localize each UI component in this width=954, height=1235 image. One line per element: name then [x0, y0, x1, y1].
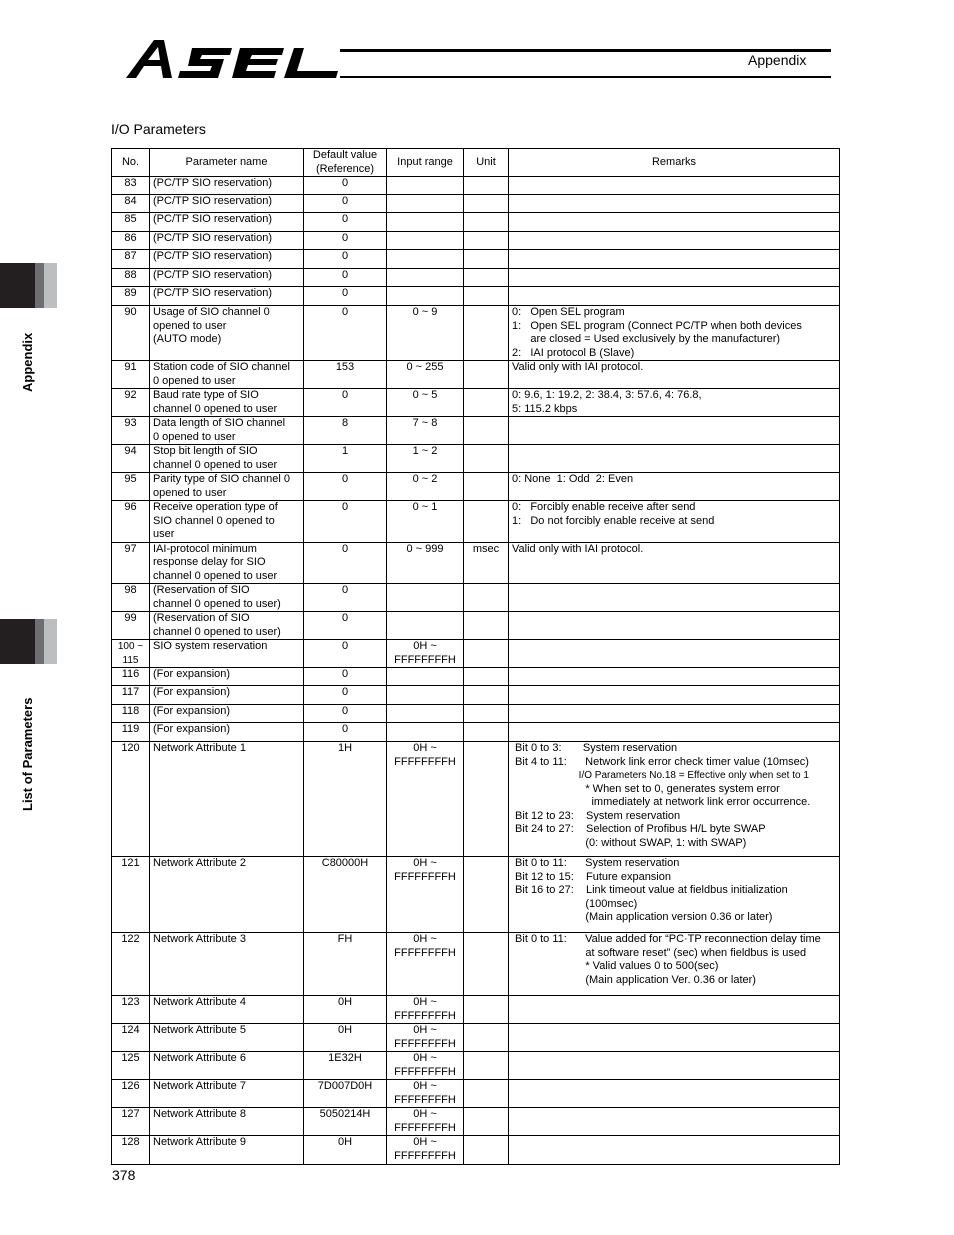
param-no: 84: [112, 195, 150, 213]
table-row: [112, 933, 840, 996]
param-remarks: 0: None 1: Odd 2: Even: [509, 473, 840, 501]
param-unit: [464, 686, 509, 705]
param-no: 120: [112, 742, 150, 857]
param-no: 123: [112, 996, 150, 1024]
param-default-value: 0H: [304, 996, 387, 1024]
table-row: [112, 361, 840, 389]
param-unit: [464, 445, 509, 473]
param-unit: [464, 996, 509, 1024]
param-default-value: 0: [304, 213, 387, 232]
param-input-range: [387, 232, 464, 250]
param-default-value: 0: [304, 250, 387, 269]
param-default-value: 0: [304, 195, 387, 213]
param-name: (PC/TP SIO reservation): [150, 250, 304, 269]
table-row: [112, 501, 840, 543]
param-no: 86: [112, 232, 150, 250]
param-input-range: [387, 584, 464, 612]
param-input-range: 7 ~ 8: [387, 417, 464, 445]
param-name: Network Attribute 4: [150, 996, 304, 1024]
table-body: [112, 177, 840, 1165]
param-default-value: 0: [304, 723, 387, 742]
asel-logo: [120, 34, 350, 82]
param-unit: [464, 584, 509, 612]
param-no: 92: [112, 389, 150, 417]
param-no: 99: [112, 612, 150, 640]
param-unit: [464, 705, 509, 723]
param-default-value: 0H: [304, 1024, 387, 1052]
table-row: [112, 640, 840, 668]
param-input-range: 0 ~ 255: [387, 361, 464, 389]
param-no: 128: [112, 1136, 150, 1165]
table-row: [112, 742, 840, 857]
table-row: [112, 287, 840, 306]
param-unit: [464, 195, 509, 213]
param-unit: [464, 232, 509, 250]
param-default-value: 0: [304, 389, 387, 417]
param-default-value: 1E32H: [304, 1052, 387, 1080]
param-remarks: Valid only with IAI protocol.: [509, 542, 840, 584]
param-remarks: [509, 287, 840, 306]
param-input-range: 0H ~ FFFFFFFFH: [387, 857, 464, 933]
param-input-range: [387, 668, 464, 686]
param-default-value: 5050214H: [304, 1108, 387, 1136]
param-default-value: 0: [304, 269, 387, 287]
param-input-range: 0H ~ FFFFFFFFH: [387, 742, 464, 857]
param-no: 126: [112, 1080, 150, 1108]
param-default-value: 8: [304, 417, 387, 445]
param-name: Station code of SIO channel 0 opened to user: [150, 361, 304, 389]
param-input-range: 0 ~ 1: [387, 501, 464, 543]
param-unit: [464, 501, 509, 543]
param-input-range: [387, 213, 464, 232]
param-input-range: 0H ~ FFFFFFFFH: [387, 933, 464, 996]
table-row: [112, 857, 840, 933]
param-remarks: [509, 445, 840, 473]
param-name: Usage of SIO channel 0 opened to user (AUTO mode): [150, 306, 304, 361]
param-input-range: [387, 269, 464, 287]
param-no: 96: [112, 501, 150, 543]
param-remarks: 0: Open SEL program 1: Open SEL program (Connect PC/TP when both devices are closed = Used exclusively by the manufacturer) 2: IAI protocol B (Slave): [509, 306, 840, 361]
param-unit: [464, 389, 509, 417]
param-remarks: [509, 177, 840, 195]
param-remarks: 0: Forcibly enable receive after send 1: Do not forcibly enable receive at send: [509, 501, 840, 543]
section-title: I/O Parameters: [111, 121, 206, 137]
param-input-range: 0H ~ FFFFFFFFH: [387, 1136, 464, 1165]
param-default-value: FH: [304, 933, 387, 996]
param-unit: [464, 933, 509, 996]
param-default-value: C80000H: [304, 857, 387, 933]
param-no: 118: [112, 705, 150, 723]
param-remarks: [509, 1024, 840, 1052]
param-no: 90: [112, 306, 150, 361]
param-name: Network Attribute 3: [150, 933, 304, 996]
param-default-value: 153: [304, 361, 387, 389]
table-row: [112, 250, 840, 269]
param-input-range: 0H ~ FFFFFFFFH: [387, 1108, 464, 1136]
param-remarks: Bit 0 to 11: Value added for “PC·TP reconnection delay time at software reset” (sec) when fieldbus is used * Valid values 0 to 500(sec) (Main application Ver. 0.36 or later): [509, 933, 840, 996]
param-default-value: 0: [304, 473, 387, 501]
param-name: (PC/TP SIO reservation): [150, 269, 304, 287]
param-default-value: 1H: [304, 742, 387, 857]
param-unit: [464, 306, 509, 361]
param-remarks: [509, 723, 840, 742]
param-no: 97: [112, 542, 150, 584]
param-default-value: 0: [304, 705, 387, 723]
table-row: [112, 686, 840, 705]
param-unit: [464, 473, 509, 501]
param-remarks: [509, 612, 840, 640]
param-no: 117: [112, 686, 150, 705]
param-unit: [464, 1052, 509, 1080]
param-no: 94: [112, 445, 150, 473]
param-remarks: [509, 584, 840, 612]
param-input-range: 0H ~ FFFFFFFFH: [387, 996, 464, 1024]
param-default-value: 1: [304, 445, 387, 473]
param-name: Baud rate type of SIO channel 0 opened to user: [150, 389, 304, 417]
param-remarks: Valid only with IAI protocol.: [509, 361, 840, 389]
table-row: [112, 723, 840, 742]
param-name: Network Attribute 5: [150, 1024, 304, 1052]
param-name: (For expansion): [150, 705, 304, 723]
param-no: 83: [112, 177, 150, 195]
param-name: (PC/TP SIO reservation): [150, 213, 304, 232]
col-header-remarks: Remarks: [509, 149, 840, 177]
param-remarks: [509, 417, 840, 445]
param-no: 93: [112, 417, 150, 445]
param-name: (PC/TP SIO reservation): [150, 177, 304, 195]
param-unit: [464, 250, 509, 269]
param-unit: [464, 640, 509, 668]
side-label-list-of-parameters: List of Parameters: [20, 697, 35, 811]
param-name: Network Attribute 8: [150, 1108, 304, 1136]
param-no: 91: [112, 361, 150, 389]
param-no: 89: [112, 287, 150, 306]
param-default-value: 0: [304, 612, 387, 640]
param-name: (For expansion): [150, 723, 304, 742]
param-input-range: [387, 250, 464, 269]
param-input-range: 0H ~ FFFFFFFFH: [387, 1024, 464, 1052]
param-remarks: [509, 668, 840, 686]
param-remarks: [509, 1108, 840, 1136]
param-name: (Reservation of SIO channel 0 opened to user): [150, 612, 304, 640]
param-name: Data length of SIO channel 0 opened to user: [150, 417, 304, 445]
param-unit: [464, 668, 509, 686]
param-input-range: [387, 686, 464, 705]
table-row: [112, 389, 840, 417]
param-no: 125: [112, 1052, 150, 1080]
param-default-value: 7D007D0H: [304, 1080, 387, 1108]
col-header-parameter-name: Parameter name: [150, 149, 304, 177]
table-row: [112, 213, 840, 232]
col-header-unit: Unit: [464, 149, 509, 177]
param-name: (PC/TP SIO reservation): [150, 195, 304, 213]
param-input-range: [387, 705, 464, 723]
param-unit: [464, 417, 509, 445]
param-default-value: 0: [304, 686, 387, 705]
param-input-range: 0H ~ FFFFFFFFH: [387, 640, 464, 668]
param-unit: [464, 1108, 509, 1136]
param-name: Network Attribute 6: [150, 1052, 304, 1080]
param-remarks: [509, 1136, 840, 1165]
param-name: Receive operation type of SIO channel 0 opened to user: [150, 501, 304, 543]
param-input-range: 0 ~ 5: [387, 389, 464, 417]
param-name: SIO system reservation: [150, 640, 304, 668]
page-number: 378: [112, 1167, 136, 1183]
table-row: [112, 177, 840, 195]
param-name: Parity type of SIO channel 0 opened to user: [150, 473, 304, 501]
param-no: 85: [112, 213, 150, 232]
table-row: [112, 705, 840, 723]
table-row: [112, 542, 840, 584]
param-name: (For expansion): [150, 668, 304, 686]
param-unit: [464, 1136, 509, 1165]
param-input-range: 0 ~ 999: [387, 542, 464, 584]
param-input-range: [387, 723, 464, 742]
table-row: [112, 1052, 840, 1080]
table-row: [112, 1136, 840, 1165]
param-remarks: [509, 250, 840, 269]
param-remarks: [509, 640, 840, 668]
table-row: [112, 195, 840, 213]
param-name: IAI-protocol minimum response delay for SIO channel 0 opened to user: [150, 542, 304, 584]
param-no: 98: [112, 584, 150, 612]
param-remarks: [509, 686, 840, 705]
param-unit: [464, 361, 509, 389]
param-no: 121: [112, 857, 150, 933]
param-default-value: 0: [304, 542, 387, 584]
param-no: 95: [112, 473, 150, 501]
param-default-value: 0: [304, 584, 387, 612]
table-row: [112, 232, 840, 250]
param-default-value: 0: [304, 306, 387, 361]
param-name: (Reservation of SIO channel 0 opened to user): [150, 584, 304, 612]
param-unit: [464, 742, 509, 857]
param-remarks: [509, 996, 840, 1024]
table-row: [112, 668, 840, 686]
param-remarks: 0: 9.6, 1: 19.2, 2: 38.4, 3: 57.6, 4: 76.8, 5: 115.2 kbps: [509, 389, 840, 417]
param-unit: [464, 269, 509, 287]
param-unit: msec: [464, 542, 509, 584]
param-name: Stop bit length of SIO channel 0 opened to user: [150, 445, 304, 473]
param-no: 122: [112, 933, 150, 996]
table-row: [112, 417, 840, 445]
table-row: [112, 1024, 840, 1052]
param-unit: [464, 287, 509, 306]
param-unit: [464, 857, 509, 933]
param-input-range: 0 ~ 9: [387, 306, 464, 361]
param-remarks: [509, 213, 840, 232]
param-name: (For expansion): [150, 686, 304, 705]
param-no: 127: [112, 1108, 150, 1136]
param-name: (PC/TP SIO reservation): [150, 287, 304, 306]
param-no: 100 ~ 115: [112, 640, 150, 668]
param-unit: [464, 177, 509, 195]
param-no: 87: [112, 250, 150, 269]
param-unit: [464, 1080, 509, 1108]
table-row: [112, 1080, 840, 1108]
param-name: Network Attribute 9: [150, 1136, 304, 1165]
param-input-range: 0 ~ 2: [387, 473, 464, 501]
table-row: [112, 473, 840, 501]
param-remarks: [509, 269, 840, 287]
col-header-input-range: Input range: [387, 149, 464, 177]
param-default-value: 0: [304, 501, 387, 543]
param-remarks: [509, 232, 840, 250]
param-default-value: 0H: [304, 1136, 387, 1165]
param-remarks: [509, 705, 840, 723]
param-unit: [464, 1024, 509, 1052]
table-row: [112, 612, 840, 640]
param-input-range: [387, 287, 464, 306]
param-default-value: 0: [304, 232, 387, 250]
header-rule-bottom: [340, 76, 831, 78]
table-row: [112, 584, 840, 612]
param-default-value: 0: [304, 640, 387, 668]
side-tab-parameters-marker: [0, 619, 57, 664]
io-parameters-table: [111, 148, 840, 1165]
param-unit: [464, 213, 509, 232]
param-no: 116: [112, 668, 150, 686]
param-name: Network Attribute 2: [150, 857, 304, 933]
param-input-range: 0H ~ FFFFFFFFH: [387, 1052, 464, 1080]
param-no: 88: [112, 269, 150, 287]
side-label-appendix: Appendix: [20, 332, 35, 392]
param-no: 124: [112, 1024, 150, 1052]
col-header-no: No.: [112, 149, 150, 177]
param-default-value: 0: [304, 287, 387, 306]
param-input-range: [387, 612, 464, 640]
param-name: Network Attribute 1: [150, 742, 304, 857]
table-header-row: [112, 149, 840, 177]
param-remarks: Bit 0 to 11: System reservation Bit 12 to 15: Future expansion Bit 16 to 27: Link timeout value at fieldbus initialization (100msec) (Main application version 0.36 or later): [509, 857, 840, 933]
table-row: [112, 445, 840, 473]
col-header-default-value: Default value (Reference): [304, 149, 387, 177]
param-name: Network Attribute 7: [150, 1080, 304, 1108]
param-default-value: 0: [304, 668, 387, 686]
param-no: 119: [112, 723, 150, 742]
param-remarks: [509, 195, 840, 213]
table-row: [112, 269, 840, 287]
header-section-label: Appendix: [748, 52, 807, 68]
param-remarks: [509, 1080, 840, 1108]
param-input-range: 0H ~ FFFFFFFFH: [387, 1080, 464, 1108]
param-unit: [464, 723, 509, 742]
param-unit: [464, 612, 509, 640]
param-default-value: 0: [304, 177, 387, 195]
param-remarks: [509, 1052, 840, 1080]
param-remarks: Bit 0 to 3: System reservation Bit 4 to 11: Network link error check timer value (10msec) I/O Parameters No.18 = Effective only when set to 1 * When set to 0, generates system error immediately at network link error occurrence. Bit 12 to 23: System reservation Bit 24 to 27: Selection of Profibus H/L byte SWAP (0: without SWAP, 1: with SWAP): [509, 742, 840, 857]
side-tab-appendix-marker: [0, 263, 57, 308]
param-input-range: 1 ~ 2: [387, 445, 464, 473]
table-row: [112, 1108, 840, 1136]
param-input-range: [387, 195, 464, 213]
param-input-range: [387, 177, 464, 195]
table-row: [112, 996, 840, 1024]
table-row: [112, 306, 840, 361]
param-name: (PC/TP SIO reservation): [150, 232, 304, 250]
